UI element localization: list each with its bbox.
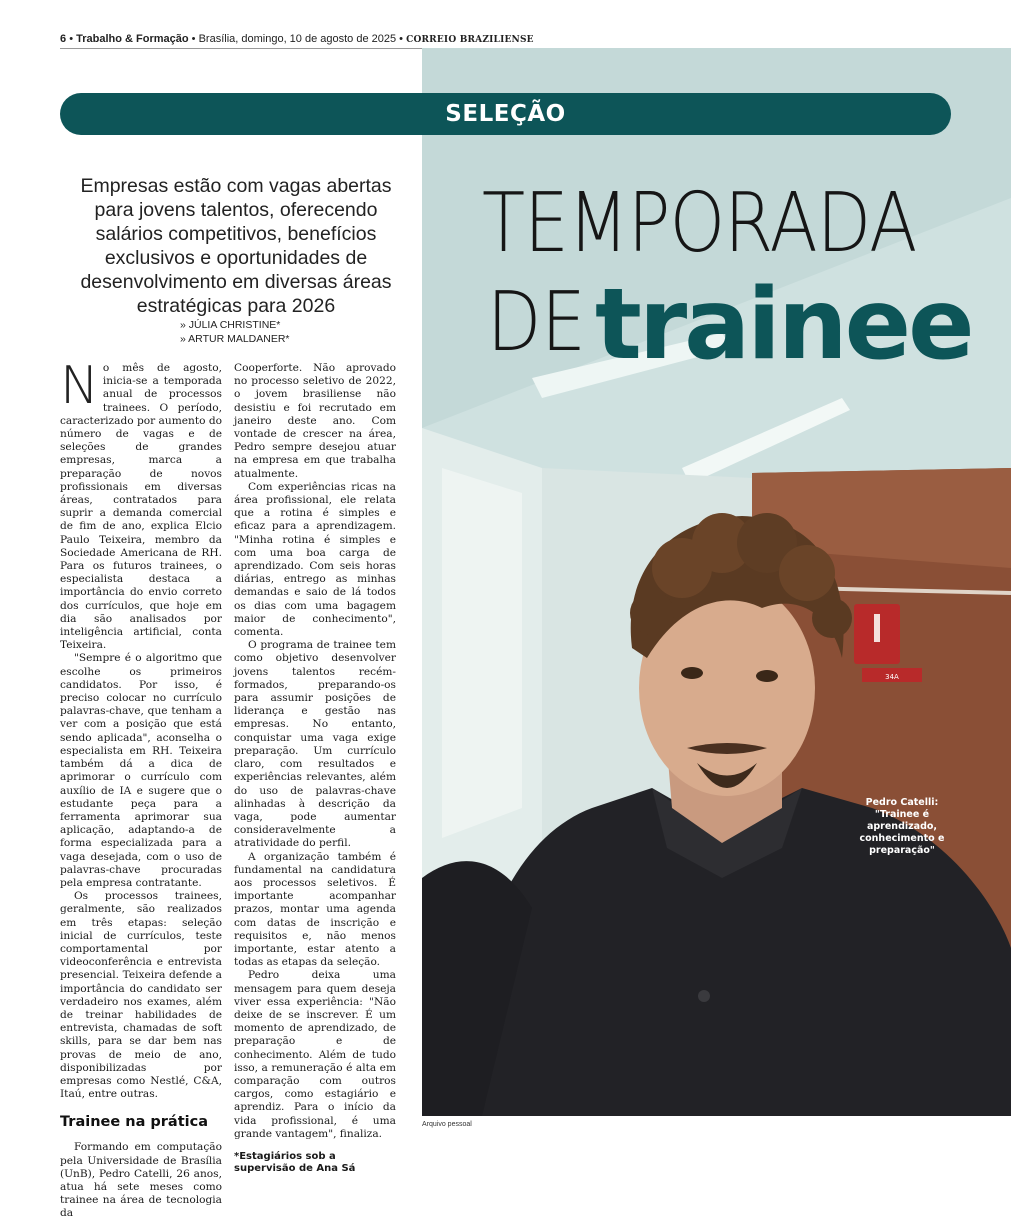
photo-credit: Arquivo pessoal	[422, 1121, 472, 1128]
dateline: Brasília, domingo, 10 de agosto de 2025	[198, 33, 397, 45]
section-name: Trabalho & Formação	[76, 33, 189, 45]
room-sign-label: 34A	[885, 673, 899, 681]
page-number: 6	[60, 33, 67, 45]
body-column-2	[234, 362, 396, 1175]
newspaper-brand: CORREIO BRAZILIENSE	[406, 35, 534, 45]
bylines	[60, 318, 412, 346]
body-paragraph: Cooperforte. Não aprovado no processo seletivo de 2022, o jovem brasiliense não desistiu e foi recrutado em janeiro deste ano. Com vontade de crescer na área, Pedro sempre desejou atuar na empresa em que trabalha atualmente.	[234, 362, 396, 480]
drop-cap: N	[60, 356, 99, 416]
body-paragraph: "Sempre é o algoritmo que escolhe os primeiros candidatos. Por isso, é preciso colocar no currículo palavras-chave, que tenham a ver com a posição que está sendo aplicada", aconselha o especialista em RH. Teixeira também dá a dica de aprimorar o currículo com auxílio de IA e sugere que o estudante peça para a ferramenta aprimorar sua aplicação, adaptando-a de forma especializada para a vaga desejada, com o uso de palavras-chave procuradas pela empresa contratante.	[60, 652, 222, 889]
headline-line2	[487, 268, 972, 382]
folio: 6 • Trabalho & Formação • Brasília, domingo, 10 de agosto de 2025 • CORREIO BRAZILIENSE	[60, 33, 952, 49]
headline-de: DE	[487, 275, 586, 370]
body-paragraph: Os processos trainees, geralmente, são realizados em três etapas: seleção inicial de currículos, teste comportamental por videoconferência e entrevista presencial. Teixeira defende a importância do candidato ser verdadeiro nos exames, além de treinar habilidades de entrevista, chamadas de soft skills, para se dar bem nas provas de meio de ano, disponibilizadas por empresas como Nestlé, C&A, Itaú, entre outras.	[60, 890, 222, 1101]
deck: Empresas estão com vagas abertas para jovens talentos, oferecendo salários competitivos, benefícios exclusivos e oportunidades de desenvolvimento em diversas áreas estratégicas para 2026	[80, 175, 392, 317]
byline: » JÚLIA CHRISTINE*	[180, 319, 281, 331]
body-paragraph: O programa de trainee tem como objetivo desenvolver jovens talentos recém-formados, preparando-os para assumir posições de liderança e gestão nas empresas. No entanto, conquistar uma vaga exige preparação. Um currículo claro, com resultados e experiências relevantes, além do uso de palavras-chave alinhadas à descrição da vaga, pode aumentar consideravelmente a atratividade do perfil.	[234, 639, 396, 850]
section-banner	[60, 93, 951, 135]
body-paragraph: Com experiências ricas na área profissional, ele relata que a rotina é simples e eficaz para a aprendizagem. "Minha rotina é simples e com uma boa carga de aprendizado. Com seis horas diárias, entrego as minhas demandas e saio de lá todos os dias com uma bagagem maior de conhecimento", comenta.	[234, 480, 396, 639]
headline-trainee: trainee	[595, 268, 972, 382]
section-label: SELEÇÃO	[445, 101, 566, 127]
body-column-1	[60, 356, 222, 1221]
headline-line1: TEMPORADA	[482, 176, 917, 271]
body-paragraph: Formando em computação pela Universidade de Brasília (UnB), Pedro Catelli, 26 anos, atua há sete meses como trainee na área de tecnologia da	[60, 1141, 222, 1220]
subheading: Trainee na prática	[60, 1114, 208, 1131]
body-paragraph: No mês de agosto, inicia-se a temporada anual de processos trainees. O período, caracterizado por aumento do número de vagas e de seleções de grandes empresas, marca a preparação de novos profissionais em diversas áreas, contratados para suprir a demanda comercial de fim de ano, explica Elcio Paulo Teixeira, membro da Sociedade Americana de RH. Para os futuros trainees, o especialista destaca a importância do envio correto dos currículos, que hoje em dia são analisados por inteligência artificial, conta Teixeira.	[60, 356, 222, 652]
photo-caption: Pedro Catelli: "Trainee é aprendizado, conhecimento e preparação"	[859, 797, 945, 856]
body-paragraph: Pedro deixa uma mensagem para quem deseja viver essa experiência: "Não deixe de se inscrever. É um momento de aprendizado, de preparação e de conhecimento. Além de tudo isso, a remuneração é alta em comparação com outros cargos, como estagiário e aprendiz. Para o início da vida profissional, é uma grande vantagem", finaliza.	[234, 969, 396, 1140]
staff-note: *Estagiários sob a supervisão de Ana Sá	[234, 1150, 356, 1174]
body-paragraph: A organização também é fundamental na candidatura aos processos seletivos. É importante acompanhar prazos, montar uma agenda com datas de inscrição e requisitos e, não menos importante, estar atento a todas as etapas da seleção.	[234, 850, 396, 969]
byline: » ARTUR MALDANER*	[180, 333, 290, 345]
